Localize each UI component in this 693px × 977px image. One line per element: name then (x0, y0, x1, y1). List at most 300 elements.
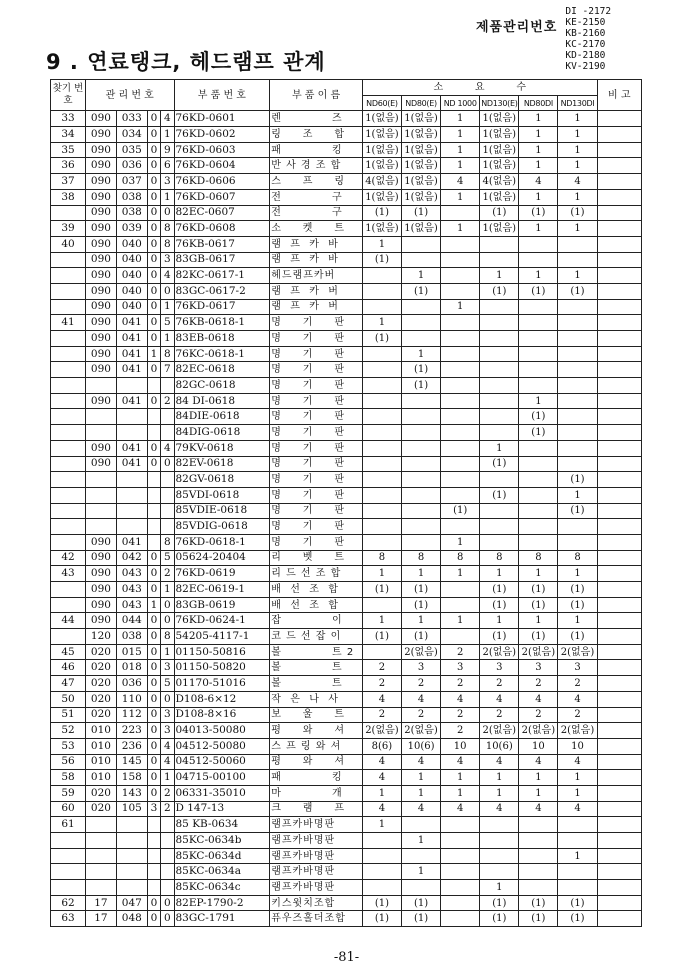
mgmt-number-cell: 090 (86, 597, 117, 613)
quantity-cell: 1(없음) (480, 221, 519, 237)
part-number-cell: 82EC-0607 (174, 205, 270, 221)
mgmt-number-cell: 090 (86, 283, 117, 299)
quantity-cell (558, 880, 597, 896)
mgmt-number-cell: 120 (86, 629, 117, 645)
quantity-cell: 4(없음) (480, 174, 519, 190)
quantity-cell (362, 409, 401, 425)
mgmt-number-cell: 090 (86, 534, 117, 550)
find-number-cell: 47 (51, 676, 86, 692)
quantity-cell: 1 (441, 111, 480, 127)
note-cell (597, 268, 641, 284)
note-cell (597, 189, 641, 205)
find-number-cell: 37 (51, 174, 86, 190)
mgmt-number-cell: 158 (116, 770, 147, 786)
col-header-model: ND130DI (558, 95, 597, 111)
quantity-cell (519, 864, 558, 880)
product-mgmt-number-label: 제품관리번호 (476, 20, 558, 35)
quantity-cell: 10 (558, 738, 597, 754)
mgmt-number-cell: 3 (161, 707, 174, 723)
quantity-cell (558, 236, 597, 252)
table-row (51, 127, 642, 143)
table-row (51, 566, 642, 582)
find-number-cell (51, 487, 86, 503)
quantity-cell (480, 817, 519, 833)
mgmt-number-cell: 041 (116, 331, 147, 347)
quantity-cell (480, 299, 519, 315)
mgmt-number-cell: 040 (116, 236, 147, 252)
table-row (51, 409, 642, 425)
quantity-cell (441, 409, 480, 425)
mgmt-number-cell: 040 (116, 299, 147, 315)
quantity-cell: 2 (480, 707, 519, 723)
part-name-cell: 헤드램프카버 (270, 268, 363, 284)
note-cell (597, 456, 641, 472)
quantity-cell (441, 283, 480, 299)
find-number-cell: 53 (51, 738, 86, 754)
find-number-cell (51, 864, 86, 880)
note-cell (597, 676, 641, 692)
mgmt-number-cell: 4 (161, 440, 174, 456)
col-header-quantity: 소 요 수 (362, 80, 597, 96)
quantity-cell: (1) (480, 597, 519, 613)
mgmt-number-cell (147, 425, 160, 441)
table-row (51, 393, 642, 409)
mgmt-number-cell (147, 472, 160, 488)
quantity-cell: (1) (519, 425, 558, 441)
mgmt-number-cell: 040 (116, 252, 147, 268)
note-cell (597, 440, 641, 456)
mgmt-number-cell (161, 519, 174, 535)
quantity-cell: 1(없음) (402, 221, 441, 237)
col-header-part-name: 부 품 이 름 (270, 80, 363, 111)
quantity-cell (480, 315, 519, 331)
table-row (51, 880, 642, 896)
find-number-cell (51, 440, 86, 456)
part-name-cell: 소 켓 트 (270, 221, 363, 237)
mgmt-number-cell: 105 (116, 801, 147, 817)
quantity-cell (362, 299, 401, 315)
mgmt-number-cell: 17 (86, 895, 117, 911)
find-number-cell (51, 425, 86, 441)
mgmt-number-cell (161, 864, 174, 880)
find-number-cell (51, 597, 86, 613)
find-number-cell (51, 252, 86, 268)
mgmt-number-cell: 041 (116, 440, 147, 456)
mgmt-number-cell (86, 503, 117, 519)
part-number-cell: 83GB-0617 (174, 252, 270, 268)
table-row (51, 770, 642, 786)
table-row (51, 519, 642, 535)
note-cell (597, 534, 641, 550)
mgmt-number-cell (86, 848, 117, 864)
table-row (51, 738, 642, 754)
part-number-cell: 85KC-0634a (174, 864, 270, 880)
note-cell (597, 472, 641, 488)
table-row (51, 174, 642, 190)
quantity-cell (362, 864, 401, 880)
note-cell (597, 566, 641, 582)
note-cell (597, 629, 641, 645)
quantity-cell: 1 (402, 785, 441, 801)
quantity-cell: 4 (362, 801, 401, 817)
table-row (51, 221, 642, 237)
quantity-cell (362, 503, 401, 519)
mgmt-number-cell (161, 472, 174, 488)
mgmt-number-cell (147, 487, 160, 503)
mgmt-number-cell (116, 409, 147, 425)
part-number-cell: 01150-50816 (174, 644, 270, 660)
quantity-cell (362, 519, 401, 535)
find-number-cell (51, 362, 86, 378)
mgmt-number-cell: 010 (86, 723, 117, 739)
mgmt-number-cell: 0 (147, 111, 160, 127)
quantity-cell: 1 (441, 189, 480, 205)
quantity-cell (441, 911, 480, 927)
part-name-cell: 명 기 판 (270, 331, 363, 347)
mgmt-number-cell (116, 880, 147, 896)
model-code: KD-2180 (565, 50, 606, 61)
quantity-cell (480, 409, 519, 425)
quantity-cell: 1 (441, 785, 480, 801)
quantity-cell: 3 (558, 660, 597, 676)
part-name-cell: 퓨우즈홀더조합 (270, 911, 363, 927)
quantity-cell (558, 331, 597, 347)
quantity-cell: 1 (480, 268, 519, 284)
mgmt-number-cell: 0 (147, 331, 160, 347)
find-number-cell (51, 378, 86, 394)
mgmt-number-cell: 0 (147, 785, 160, 801)
mgmt-number-cell: 17 (86, 911, 117, 927)
quantity-cell (519, 440, 558, 456)
quantity-cell: 1 (362, 566, 401, 582)
mgmt-number-cell: 0 (161, 205, 174, 221)
mgmt-number-cell: 020 (86, 707, 117, 723)
note-cell (597, 848, 641, 864)
mgmt-number-cell: 2 (161, 566, 174, 582)
quantity-cell: 2(없음) (558, 723, 597, 739)
quantity-cell: 2 (441, 676, 480, 692)
quantity-cell: 10 (519, 738, 558, 754)
mgmt-number-cell: 0 (147, 299, 160, 315)
mgmt-number-cell (86, 880, 117, 896)
quantity-cell: 1 (441, 127, 480, 143)
quantity-cell (402, 503, 441, 519)
part-number-cell: 82EC-0619-1 (174, 582, 270, 598)
part-name-cell: 전 구 (270, 189, 363, 205)
quantity-cell (519, 534, 558, 550)
table-row (51, 425, 642, 441)
mgmt-number-cell: 090 (86, 440, 117, 456)
quantity-cell (558, 315, 597, 331)
quantity-cell (441, 472, 480, 488)
table-row (51, 848, 642, 864)
quantity-cell: 1(없음) (362, 127, 401, 143)
quantity-cell: 1 (362, 315, 401, 331)
mgmt-number-cell: 090 (86, 582, 117, 598)
quantity-cell: 2 (362, 676, 401, 692)
mgmt-number-cell (147, 880, 160, 896)
quantity-cell: 2(없음) (480, 723, 519, 739)
quantity-cell: 4 (402, 754, 441, 770)
quantity-cell: 10 (441, 738, 480, 754)
quantity-cell: (1) (519, 409, 558, 425)
mgmt-number-cell: 0 (147, 644, 160, 660)
part-name-cell: 스 프 링 (270, 174, 363, 190)
mgmt-number-cell: 2 (161, 393, 174, 409)
note-cell (597, 597, 641, 613)
mgmt-number-cell (116, 519, 147, 535)
mgmt-number-cell: 0 (161, 456, 174, 472)
mgmt-number-cell: 041 (116, 456, 147, 472)
quantity-cell (558, 456, 597, 472)
table-row (51, 864, 642, 880)
quantity-cell (362, 833, 401, 849)
table-row (51, 362, 642, 378)
mgmt-number-cell (86, 817, 117, 833)
find-number-cell: 38 (51, 189, 86, 205)
mgmt-number-cell: 090 (86, 346, 117, 362)
find-number-cell (51, 534, 86, 550)
find-number-cell: 34 (51, 127, 86, 143)
find-number-cell: 50 (51, 691, 86, 707)
part-number-cell: 85 KB-0634 (174, 817, 270, 833)
section-title: 9 . 연료탱크, 헤드램프 관계 (46, 50, 326, 74)
quantity-cell (402, 393, 441, 409)
mgmt-number-cell: 4 (161, 738, 174, 754)
mgmt-number-cell: 020 (86, 691, 117, 707)
note-cell (597, 283, 641, 299)
table-row (51, 252, 642, 268)
part-number-cell: 82KC-0617-1 (174, 268, 270, 284)
note-cell (597, 142, 641, 158)
mgmt-number-cell: 010 (86, 770, 117, 786)
quantity-cell (362, 456, 401, 472)
note-cell (597, 221, 641, 237)
note-cell (597, 770, 641, 786)
part-name-cell: 명 기 판 (270, 409, 363, 425)
mgmt-number-cell (86, 864, 117, 880)
mgmt-number-cell: 090 (86, 189, 117, 205)
part-number-cell: 76KD-0603 (174, 142, 270, 158)
part-number-cell: 76KD-0604 (174, 158, 270, 174)
col-header-model: ND130(E) (480, 95, 519, 111)
quantity-cell: 1 (480, 613, 519, 629)
quantity-cell: 4 (441, 691, 480, 707)
quantity-cell: 1 (558, 487, 597, 503)
note-cell (597, 236, 641, 252)
parts-table (50, 79, 642, 927)
table-row (51, 315, 642, 331)
part-number-cell: 04715-00100 (174, 770, 270, 786)
mgmt-number-cell: 033 (116, 111, 147, 127)
part-name-cell: 패 킹 (270, 770, 363, 786)
quantity-cell: (1) (402, 283, 441, 299)
quantity-cell (362, 848, 401, 864)
find-number-cell: 59 (51, 785, 86, 801)
table-row (51, 142, 642, 158)
part-number-cell: 54205-4117-1 (174, 629, 270, 645)
mgmt-number-cell (161, 409, 174, 425)
part-number-cell: 06331-35010 (174, 785, 270, 801)
quantity-cell (402, 440, 441, 456)
part-name-cell: 코 드 선 잡 이 (270, 629, 363, 645)
mgmt-number-cell: 018 (116, 660, 147, 676)
quantity-cell (480, 864, 519, 880)
quantity-cell (558, 440, 597, 456)
part-name-cell: 램프카바명판 (270, 848, 363, 864)
quantity-cell: 1 (402, 613, 441, 629)
mgmt-number-cell: 041 (116, 346, 147, 362)
quantity-cell: 2 (558, 707, 597, 723)
mgmt-number-cell (147, 817, 160, 833)
part-number-cell: 76KD-0601 (174, 111, 270, 127)
quantity-cell (362, 487, 401, 503)
mgmt-number-cell: 090 (86, 205, 117, 221)
mgmt-number-cell: 0 (147, 723, 160, 739)
mgmt-number-cell (147, 409, 160, 425)
quantity-cell: 4 (480, 691, 519, 707)
find-number-cell: 62 (51, 895, 86, 911)
mgmt-number-cell: 0 (147, 205, 160, 221)
quantity-cell: 1(없음) (402, 189, 441, 205)
quantity-cell (558, 817, 597, 833)
quantity-cell: 2 (362, 660, 401, 676)
note-cell (597, 111, 641, 127)
quantity-cell: (1) (480, 582, 519, 598)
part-name-cell: 마 개 (270, 785, 363, 801)
mgmt-number-cell: 0 (147, 738, 160, 754)
mgmt-number-cell: 0 (147, 660, 160, 676)
part-number-cell: D108-8×16 (174, 707, 270, 723)
part-number-cell: 04512-50060 (174, 754, 270, 770)
mgmt-number-cell: 090 (86, 174, 117, 190)
table-row (51, 111, 642, 127)
table-row (51, 660, 642, 676)
mgmt-number-cell: 0 (147, 582, 160, 598)
quantity-cell: 4 (558, 174, 597, 190)
mgmt-number-cell: 4 (161, 754, 174, 770)
find-number-cell: 43 (51, 566, 86, 582)
find-number-cell (51, 299, 86, 315)
quantity-cell (519, 315, 558, 331)
mgmt-number-cell: 0 (147, 456, 160, 472)
quantity-cell: 2 (402, 707, 441, 723)
mgmt-number-cell (116, 425, 147, 441)
quantity-cell: 4(없음) (362, 174, 401, 190)
mgmt-number-cell: 090 (86, 111, 117, 127)
quantity-cell (402, 487, 441, 503)
mgmt-number-cell: 041 (116, 534, 147, 550)
table-row (51, 550, 642, 566)
table-row (51, 723, 642, 739)
quantity-cell (519, 299, 558, 315)
find-number-cell: 52 (51, 723, 86, 739)
quantity-cell: (1) (480, 283, 519, 299)
mgmt-number-cell: 0 (147, 362, 160, 378)
quantity-cell: 1(없음) (402, 111, 441, 127)
mgmt-number-cell: 3 (161, 723, 174, 739)
quantity-cell (441, 378, 480, 394)
quantity-cell (480, 519, 519, 535)
find-number-cell (51, 833, 86, 849)
quantity-cell (441, 629, 480, 645)
part-number-cell: 84DIE-0618 (174, 409, 270, 425)
part-name-cell: 볼 트 (270, 676, 363, 692)
quantity-cell (441, 331, 480, 347)
mgmt-number-cell: 8 (161, 629, 174, 645)
quantity-cell (519, 346, 558, 362)
mgmt-number-cell: 035 (116, 142, 147, 158)
quantity-cell: 1 (480, 440, 519, 456)
col-header-no: 찾기 번호 (51, 80, 86, 111)
mgmt-number-cell (86, 519, 117, 535)
quantity-cell (480, 346, 519, 362)
note-cell (597, 315, 641, 331)
mgmt-number-cell: 0 (147, 236, 160, 252)
note-cell (597, 174, 641, 190)
part-name-cell: 램 프 카 바 (270, 252, 363, 268)
mgmt-number-cell (161, 880, 174, 896)
part-number-cell: 82EP-1790-2 (174, 895, 270, 911)
quantity-cell: 1 (480, 770, 519, 786)
quantity-cell (480, 236, 519, 252)
quantity-cell (441, 315, 480, 331)
find-number-cell (51, 283, 86, 299)
mgmt-number-cell (147, 519, 160, 535)
mgmt-number-cell: 145 (116, 754, 147, 770)
quantity-cell (362, 268, 401, 284)
quantity-cell: 2 (362, 707, 401, 723)
quantity-cell: 1 (519, 221, 558, 237)
model-list (565, 6, 611, 72)
quantity-cell: 1 (441, 142, 480, 158)
note-cell (597, 409, 641, 425)
mgmt-number-cell: 0 (147, 252, 160, 268)
part-name-cell: 명 기 판 (270, 534, 363, 550)
note-cell (597, 346, 641, 362)
quantity-cell (519, 378, 558, 394)
quantity-cell: (1) (402, 378, 441, 394)
quantity-cell (519, 362, 558, 378)
quantity-cell (362, 283, 401, 299)
quantity-cell (362, 644, 401, 660)
table-row (51, 346, 642, 362)
quantity-cell: (1) (480, 895, 519, 911)
page-number: -81- (333, 950, 360, 965)
part-name-cell: 명 기 판 (270, 378, 363, 394)
quantity-cell: 2 (441, 707, 480, 723)
quantity-cell (480, 362, 519, 378)
mgmt-number-cell: 090 (86, 456, 117, 472)
quantity-cell (558, 864, 597, 880)
quantity-cell (441, 362, 480, 378)
mgmt-number-cell (116, 487, 147, 503)
part-number-cell: 82GV-0618 (174, 472, 270, 488)
part-number-cell: 83GC-1791 (174, 911, 270, 927)
mgmt-number-cell: 0 (161, 597, 174, 613)
mgmt-number-cell: 0 (147, 566, 160, 582)
mgmt-number-cell: 0 (147, 158, 160, 174)
mgmt-number-cell: 037 (116, 174, 147, 190)
find-number-cell (51, 629, 86, 645)
quantity-cell: 10(6) (402, 738, 441, 754)
note-cell (597, 582, 641, 598)
quantity-cell: 2(없음) (558, 644, 597, 660)
find-number-cell (51, 503, 86, 519)
mgmt-number-cell (86, 833, 117, 849)
quantity-cell (402, 331, 441, 347)
quantity-cell (519, 880, 558, 896)
